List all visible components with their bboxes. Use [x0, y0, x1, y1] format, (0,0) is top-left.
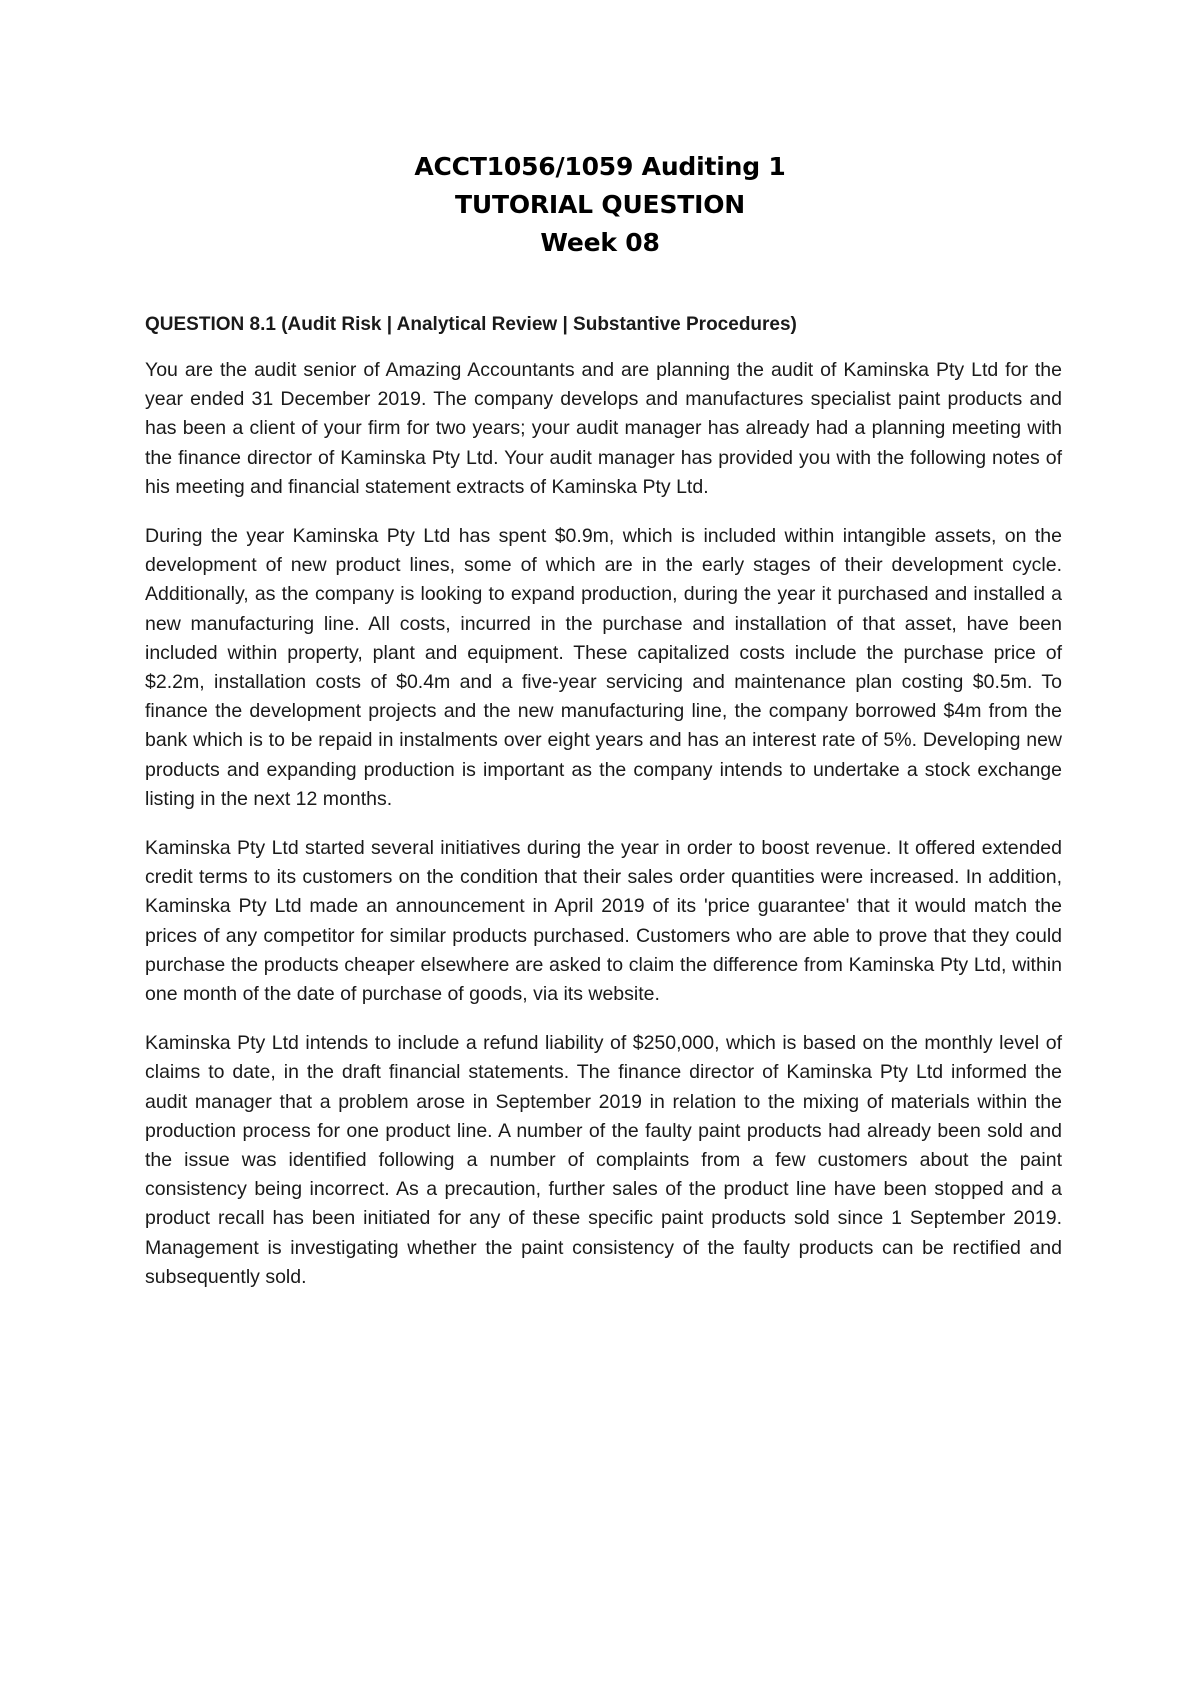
course-title: ACCT1056/1059 Auditing 1 — [414, 152, 786, 181]
paragraph-refund-liability: Kaminska Pty Ltd intends to include a refund liability of $250,000, which is based on the monthly level of claims to date, in the draft financial statements. The finance director of Kaminska Pty Ltd informed the audit manager that a problem arose in September 2019 in relation to the mixing of materials within the production process for one product line. A number of the faulty paint products had already been sold and the issue was identified following a number of complaints from a few customers about the paint consistency being incorrect. As a precaution, further sales of the product line have been stopped and a product recall has been initiated for any of these specific paint products sold since 1 September 2019. Management is investigating whether the paint consistency of the faulty products can be rectified and subsequently sold. — [145, 1032, 1062, 1288]
paragraph-revenue-initiatives: Kaminska Pty Ltd started several initiatives during the year in order to boost revenue. It offered extended credit terms to its customers on the condition that their sales order quantities were increased. In addition, Kaminska Pty Ltd made an announcement in April 2019 of its 'price guarantee' that it would match the prices of any competitor for similar products purchased. Customers who are able to prove that they could purchase the products cheaper elsewhere are asked to claim the difference from Kaminska Pty Ltd, within one month of the date of purchase of goods, via its website. — [145, 837, 1062, 1006]
paragraph-intro: You are the audit senior of Amazing Accountants and are planning the audit of Kaminska Pty Ltd for the year ended 31 December 2019. The company develops and manufactures specialist paint products and has been a client of your firm for two years; your audit manager has already had a planning meeting with the finance director of Kaminska Pty Ltd. Your audit manager has provided you with the following notes of his meeting and financial statement extracts of Kaminska Pty Ltd. — [145, 359, 1062, 498]
paragraph-development-costs: During the year Kaminska Pty Ltd has spent $0.9m, which is included within intangible assets, on the development of new product lines, some of which are in the early stages of their development cycle. Additionally, as the company is looking to expand production, during the year it purchased and installed a new manufacturing line. All costs, incurred in the purchase and installation of that asset, have been included within property, plant and equipment. These capitalized costs include the purchase price of $2.2m, installation costs of $0.4m and a five-year servicing and maintenance plan costing $0.5m. To finance the development projects and the new manufacturing line, the company borrowed $4m from the bank which is to be repaid in instalments over eight years and has an interest rate of 5%. Developing new products and expanding production is important as the company intends to undertake a stock exchange listing in the next 12 months. — [145, 525, 1062, 810]
document-type-title: TUTORIAL QUESTION — [455, 190, 745, 219]
question-heading: QUESTION 8.1 (Audit Risk | Analytical Review | Substantive Procedures) — [145, 314, 797, 335]
question-body — [145, 312, 1062, 1312]
document-title-block — [0, 148, 1200, 262]
week-title: Week 08 — [540, 228, 660, 257]
